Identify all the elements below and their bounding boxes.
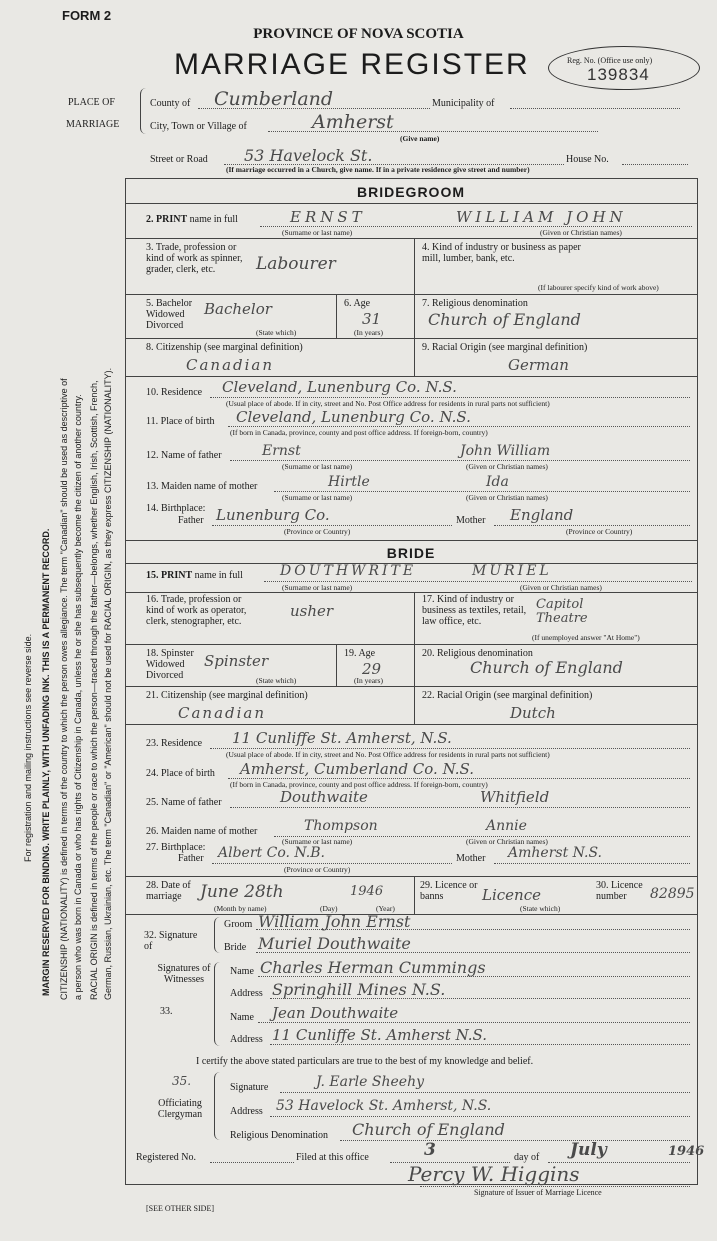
bride-father-bp: Albert Co. N.B.: [218, 845, 325, 861]
street-label: Street or Road: [150, 154, 208, 165]
groom-signature: William John Ernst: [258, 912, 411, 931]
bride-birthplaces-label: 27. Birthplace:: [146, 842, 206, 853]
filed-label: Filed at this office: [296, 1152, 369, 1163]
w2-name-label: Name: [230, 1012, 254, 1023]
place-brace: [140, 88, 147, 134]
licence-state-note: (State which): [520, 904, 561, 913]
licence-number-label: 30. Licence number: [596, 880, 643, 902]
groom-birthplace: Cleveland, Lunenburg Co. N.S.: [236, 408, 471, 426]
bride-father-bp-label: Father: [178, 853, 204, 864]
groom-racial: German: [508, 356, 569, 374]
year-note: (Year): [376, 904, 395, 913]
bride-surname: DOUTHWRITE: [280, 563, 417, 579]
bride-state-note: (State which): [256, 676, 297, 685]
groom-given-note: (Given or Christian names): [540, 228, 622, 237]
groom-father-bp-note: (Province or Country): [284, 527, 351, 536]
groom-residence-note: (Usual place of abode. If in city, street and No. Post Office address for residents in rural parts not sufficient): [226, 399, 550, 408]
bride-mother-bp: Amherst N.S.: [508, 845, 602, 861]
groom-father-label: 12. Name of father: [146, 450, 222, 461]
groom-mother-bp-note: (Province or Country): [566, 527, 633, 536]
groom-father-bp-label: Father: [178, 515, 204, 526]
groom-father-surname-note: (Surname or last name): [282, 462, 353, 471]
clergy-label: Officiating Clergyman: [157, 1098, 203, 1120]
licence-label: 29. Licence or banns: [420, 880, 478, 902]
clergy-signature: J. Earle Sheehy: [316, 1074, 425, 1090]
reg-no-stamp: [548, 46, 700, 90]
w1-address: Springhill Mines N.S.: [272, 980, 446, 999]
bride-sig-label: Bride: [224, 942, 247, 953]
bride-age: 29: [362, 660, 382, 678]
bride-mother-label: 26. Maiden name of mother: [146, 826, 258, 837]
filed-year: 1946: [668, 1144, 705, 1159]
groom-surname: ERNST: [290, 208, 366, 226]
groom-status-label: 5. Bachelor Widowed Divorced: [146, 298, 193, 331]
clergy-denom-label: Religious Denomination: [230, 1130, 329, 1141]
margin-racial-1: RACIAL ORIGIN is defined in terms of the people or race to which the person—traced through the father—belongs, whether English, Irish, Scottish, French,: [89, 380, 99, 1000]
groom-racial-label: 9. Racial Origin (see marginal definition): [422, 342, 588, 353]
w1-name: Charles Herman Cummings: [260, 958, 486, 977]
place-label-1: PLACE OF: [68, 97, 115, 108]
bride-citizenship-label: 21. Citizenship (see marginal definition): [146, 690, 308, 701]
bride-industry-note: (If unemployed answer "At Home"): [532, 633, 640, 642]
w2-address: 11 Cunliffe St. Amherst N.S.: [272, 1026, 488, 1044]
groom-mother-given-note: (Given or Christian names): [466, 493, 548, 502]
groom-bride-sig-label: 32. Signature of: [144, 930, 198, 952]
bride-surname-note: (Surname or last name): [282, 583, 353, 592]
bride-religion: Church of England: [470, 658, 623, 677]
bride-birthplace: Amherst, Cumberland Co. N.S.: [240, 760, 475, 778]
groom-trade-label: 3. Trade, profession or kind of work as spinner, grader, clerk, etc.: [146, 242, 243, 275]
bride-mother-given: Annie: [486, 818, 527, 834]
bridegroom-heading: BRIDEGROOM: [357, 184, 465, 200]
month-note: (Month by name): [214, 904, 267, 913]
bride-given: MURIEL: [472, 563, 552, 579]
bride-birthplace-label: 24. Place of birth: [146, 768, 215, 779]
bride-signature: Muriel Douthwaite: [258, 934, 411, 953]
bride-given-note: (Given or Christian names): [520, 583, 602, 592]
bride-name-label: 15. PRINT name in full: [146, 570, 243, 581]
form-number: FORM 2: [62, 8, 112, 23]
filed-month: July: [570, 1140, 607, 1160]
groom-religion-label: 7. Religious denomination: [422, 298, 528, 309]
bride-heading: BRIDE: [386, 545, 436, 561]
day-of-label: day of: [514, 1152, 540, 1163]
groom-surname-note: (Surname or last name): [282, 228, 353, 237]
groom-mother-label: 13. Maiden name of mother: [146, 481, 258, 492]
bride-industry-label: 17. Kind of industry or business as textiles, retail, law office, etc.: [422, 594, 527, 627]
house-label: House No.: [566, 154, 609, 165]
filed-day: 3: [424, 1140, 436, 1160]
groom-state-note: (State which): [256, 328, 297, 337]
groom-father-given: John William: [460, 443, 551, 459]
bride-father-label: 25. Name of father: [146, 797, 222, 808]
place-label-2: MARRIAGE: [66, 119, 120, 130]
groom-mother-surname-note: (Surname or last name): [282, 493, 353, 502]
street-note: (If marriage occurred in a Church, give name. If in a private residence give street and number): [226, 165, 530, 174]
bride-industry: Capitol Theatre: [536, 597, 588, 626]
registered-label: Registered No.: [136, 1152, 196, 1163]
bride-trade-label: 16. Trade, profession or kind of work as operator, clerk, stenographer, etc.: [146, 594, 247, 627]
groom-citizenship: Canadian: [186, 356, 275, 374]
clergy-number: 35.: [172, 1074, 192, 1088]
groom-industry-label: 4. Kind of industry or business as paper mill, lumber, bank, etc.: [422, 242, 581, 264]
city-label: City, Town or Village of: [150, 121, 247, 132]
margin-instructions: For registration and mailing instructions see reverse side.: [23, 633, 33, 862]
bride-father-bp-note: (Province or Country): [284, 865, 351, 874]
day-note: (Day): [320, 904, 338, 913]
groom-age-note: (In years): [354, 328, 383, 337]
bride-age-note: (In years): [354, 676, 383, 685]
bride-mother-surname: Thompson: [304, 818, 378, 834]
bride-father-surname: Douthwaite: [280, 788, 368, 806]
certify-statement: I certify the above stated particulars are true to the best of my knowledge and belief.: [196, 1056, 534, 1067]
municipality-label: Municipality of: [432, 98, 495, 109]
bride-age-label: 19. Age: [344, 648, 376, 659]
groom-age: 31: [362, 310, 382, 328]
clergy-denomination: Church of England: [352, 1120, 505, 1139]
groom-citizenship-label: 8. Citizenship (see marginal definition): [146, 342, 303, 353]
groom-sig-label: Groom: [224, 919, 253, 930]
bride-residence: 11 Cunliffe St. Amherst, N.S.: [232, 729, 452, 747]
groom-mother-bp-label: Mother: [456, 515, 486, 526]
give-name-note: (Give name): [400, 134, 440, 143]
groom-father-given-note: (Given or Christian names): [466, 462, 548, 471]
w1-address-label: Address: [230, 988, 263, 999]
bride-citizenship: Canadian: [178, 704, 267, 722]
bride-trade: usher: [290, 602, 334, 620]
street-value: 53 Havelock St.: [244, 146, 373, 165]
groom-birth-note: (If born in Canada, province, county and post office address. If foreign-born, country): [230, 428, 488, 437]
reg-no-value: 139834: [587, 65, 650, 84]
province-heading: PROVINCE OF NOVA SCOTIA: [253, 26, 464, 42]
groom-residence: Cleveland, Lunenburg Co. N.S.: [222, 378, 457, 396]
groom-mother-bp: England: [510, 506, 574, 524]
groom-name-label: 2. PRINT name in full: [146, 214, 238, 225]
clergy-sig-label: Signature: [230, 1082, 269, 1093]
groom-father-surname: Ernst: [262, 443, 301, 459]
groom-father-bp: Lunenburg Co.: [216, 506, 330, 524]
see-other-side: [SEE OTHER SIDE]: [146, 1204, 214, 1213]
issuer-label: Signature of Issuer of Marriage Licence: [474, 1188, 602, 1197]
groom-given: WILLIAM JOHN: [456, 208, 627, 226]
clergy-address-label: Address: [230, 1106, 263, 1117]
licence-number: 82895: [650, 886, 695, 902]
bride-residence-label: 23. Residence: [146, 738, 203, 749]
groom-trade: Labourer: [256, 254, 336, 274]
bride-status: Spinster: [204, 652, 269, 670]
licence-type: Licence: [482, 886, 541, 904]
groom-birthplaces-label: 14. Birthplace:: [146, 503, 206, 514]
reg-no-label: Reg. No. (Office use only): [567, 56, 653, 65]
groom-mother-given: Ida: [486, 474, 509, 490]
margin-citizenship-1: CITIZENSHIP (NATIONALITY) is defined in terms of the country to which the person owes allegiance. The term "Canadian" should be used as descriptive of: [59, 378, 69, 1000]
bride-father-given: Whitfield: [480, 788, 550, 806]
county-value: Cumberland: [214, 88, 334, 110]
groom-birthplace-label: 11. Place of birth: [146, 416, 215, 427]
bride-mother-surname-note: (Surname or last name): [282, 837, 353, 846]
bride-status-label: 18. Spinster Widowed Divorced: [146, 648, 194, 681]
county-label: County of: [150, 98, 191, 109]
margin-reserved: MARGIN RESERVED FOR BINDING. WRITE PLAINLY, WITH UNFADING INK. THIS IS A PERMANENT RECORD.: [41, 528, 51, 996]
groom-status: Bachelor: [204, 300, 272, 318]
groom-mother-surname: Hirtle: [328, 474, 370, 490]
witness-number: 33.: [160, 1006, 173, 1017]
bride-racial: Dutch: [510, 704, 556, 722]
margin-racial-2: German, Russian, Ukrainian, etc. The term "Canadian" or "American" should not be used for RACIAL ORIGIN, as they express CITIZENSHIP (NATIONALITY).: [103, 367, 113, 1000]
w2-address-label: Address: [230, 1034, 263, 1045]
bride-mother-bp-label: Mother: [456, 853, 486, 864]
bride-religion-label: 20. Religious denomination: [422, 648, 533, 659]
w2-name: Jean Douthwaite: [272, 1004, 399, 1022]
bride-residence-note: (Usual place of abode. If in city, street and No. Post Office address for residents in rural parts not sufficient): [226, 750, 550, 759]
w1-name-label: Name: [230, 966, 254, 977]
city-value: Amherst: [312, 111, 394, 133]
margin-citizenship-2: a person who was born in Canada or who has rights of Citizenship in Canada, unless he or she has subsequently become the citizen of another country.: [73, 394, 83, 1000]
bride-birth-note: (If born in Canada, province, county and post office address. If foreign-born, country): [230, 780, 488, 789]
groom-religion: Church of England: [428, 310, 581, 329]
bride-mother-given-note: (Given or Christian names): [466, 837, 548, 846]
witness-label: Signatures of Witnesses: [157, 963, 211, 985]
groom-age-label: 6. Age: [344, 298, 371, 309]
marriage-month-day: June 28th: [200, 882, 284, 902]
marriage-year: 1946: [350, 884, 384, 899]
bride-racial-label: 22. Racial Origin (see marginal definition): [422, 690, 593, 701]
marriage-date-label: 28. Date of marriage: [146, 880, 191, 902]
groom-residence-label: 10. Residence: [146, 387, 203, 398]
clergy-address: 53 Havelock St. Amherst, N.S.: [276, 1098, 492, 1114]
groom-industry-note: (If labourer specify kind of work above): [538, 283, 659, 292]
issuer-signature: Percy W. Higgins: [408, 1162, 580, 1186]
page-title: MARRIAGE REGISTER: [174, 48, 530, 81]
